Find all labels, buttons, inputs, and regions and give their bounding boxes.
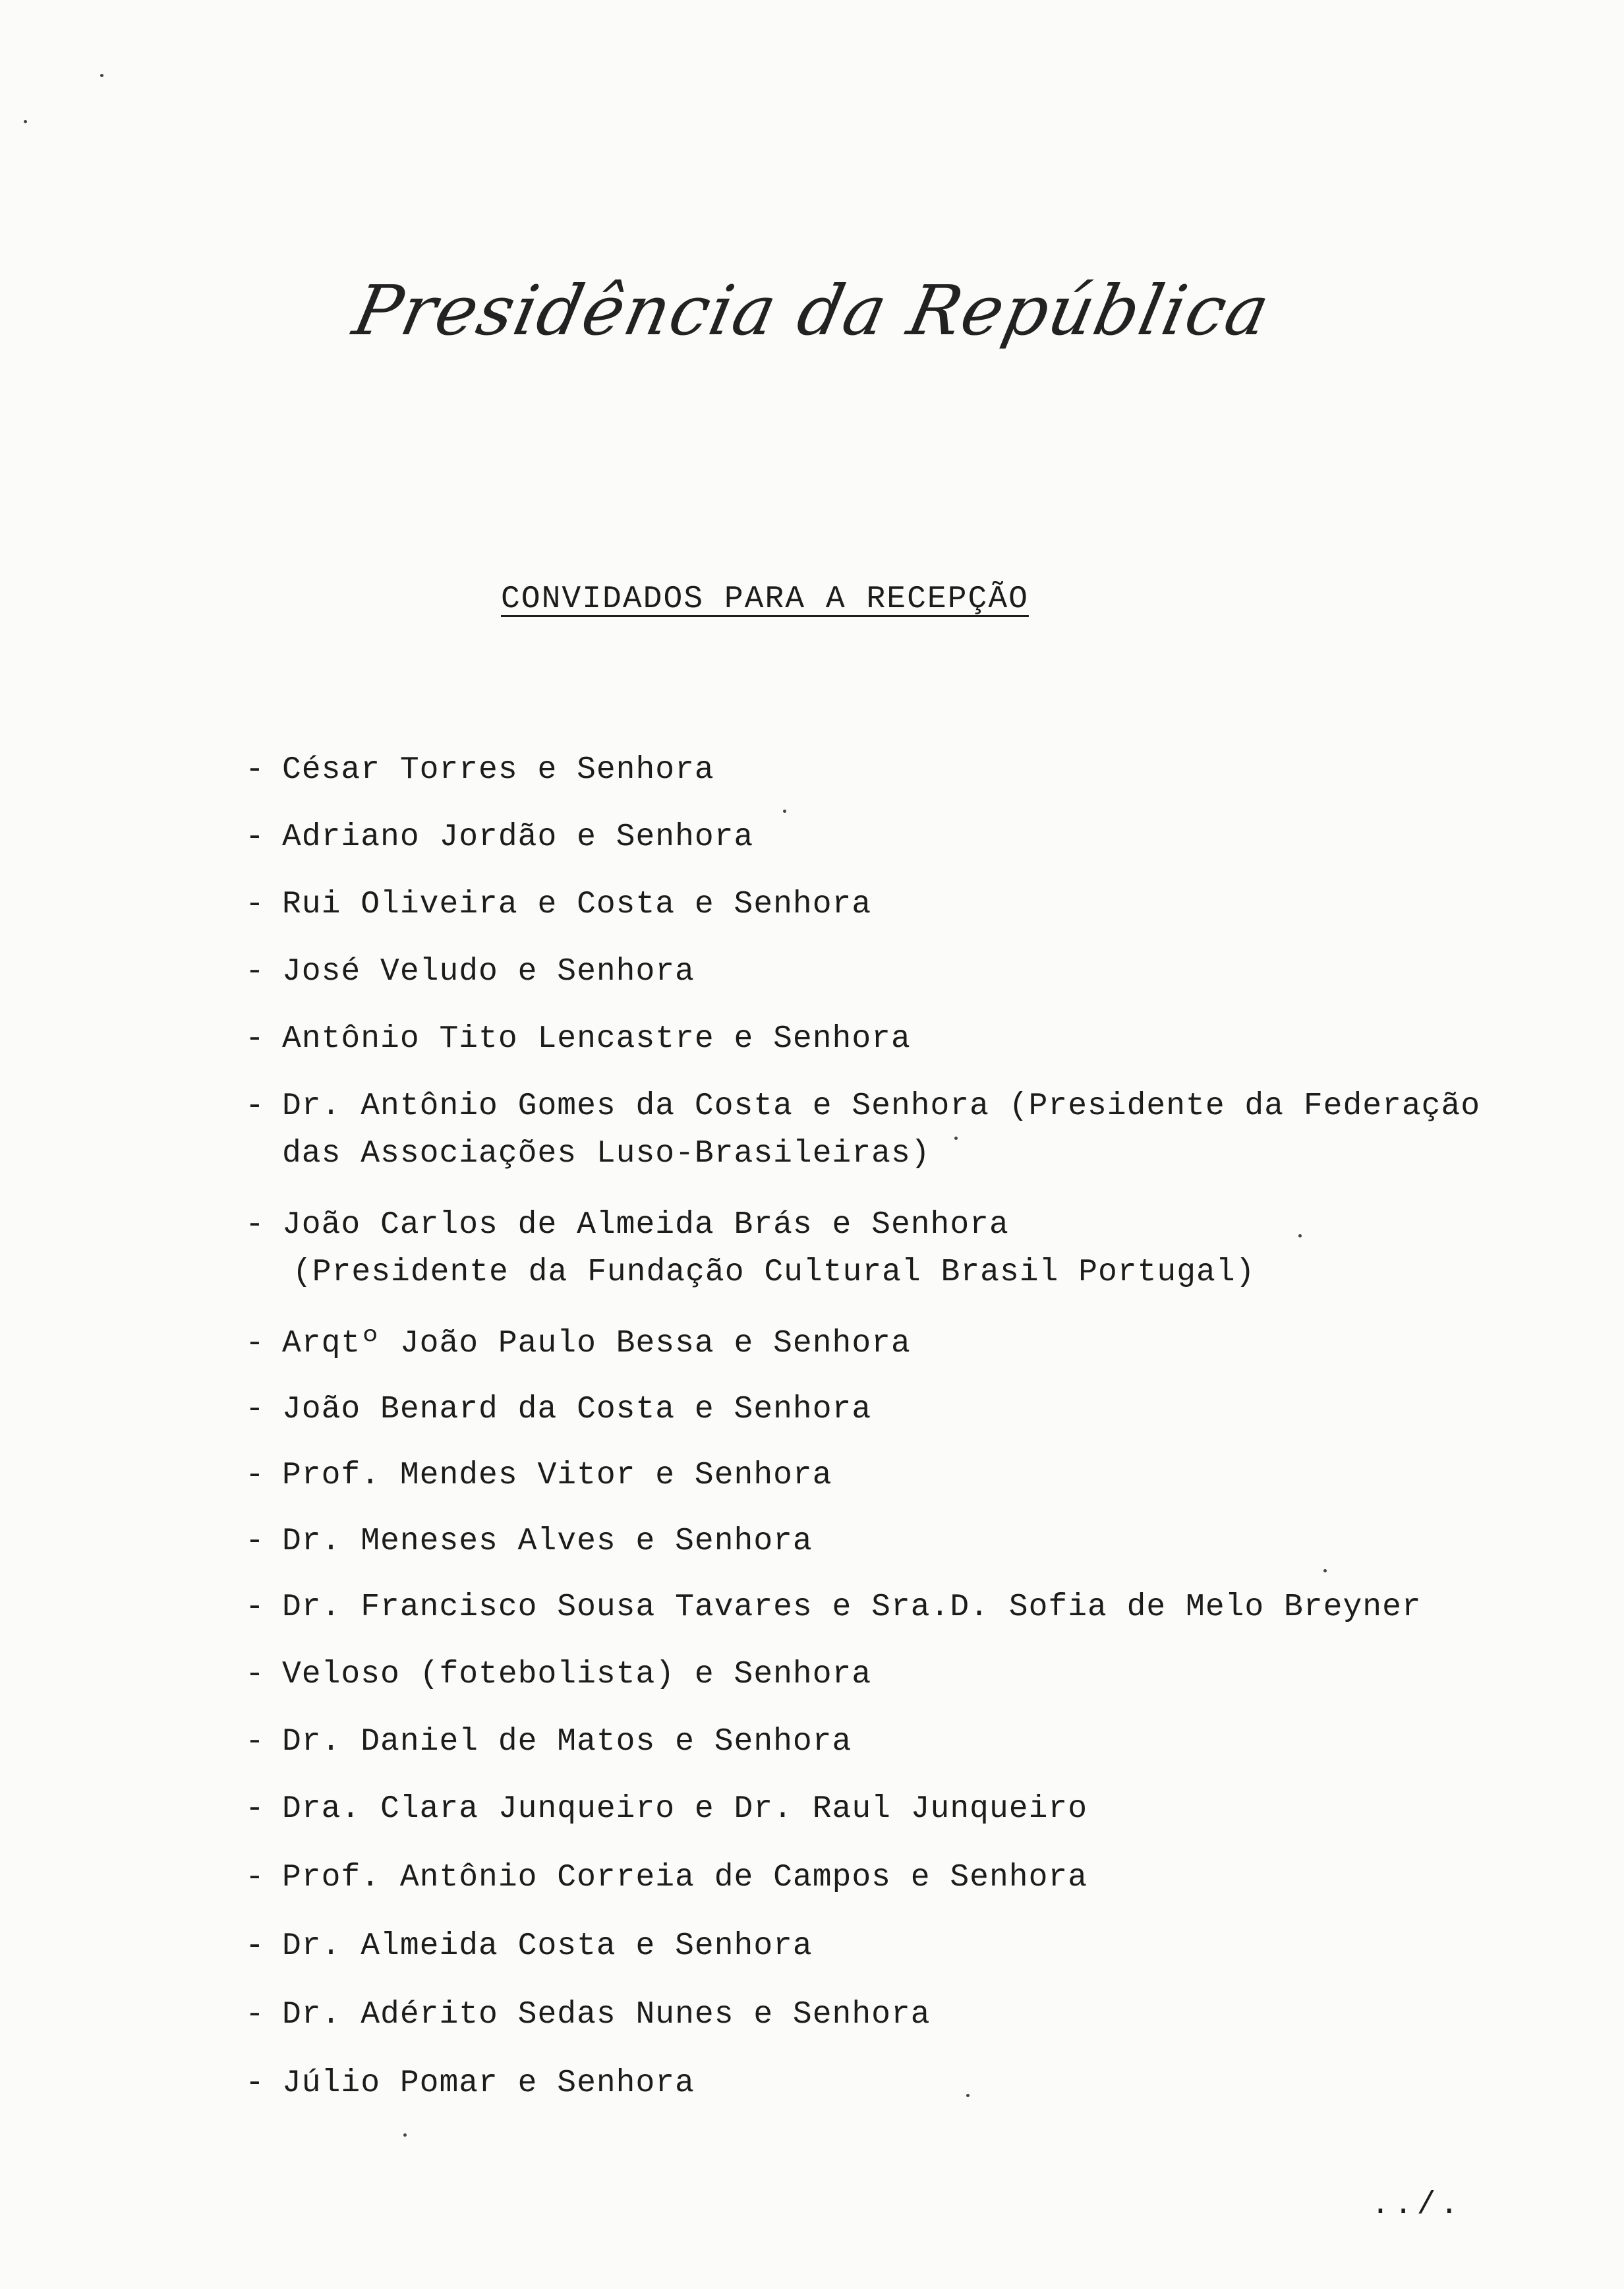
list-dash: - bbox=[245, 1724, 265, 1760]
list-dash: - bbox=[245, 1458, 265, 1493]
guest-note: das Associações Luso-Brasileiras) bbox=[282, 1136, 931, 1172]
continuation-mark: ../. bbox=[1371, 2187, 1463, 2223]
scan-speck bbox=[403, 2133, 407, 2137]
list-dash: - bbox=[245, 1088, 265, 1124]
guest-item bbox=[245, 1320, 911, 1367]
list-dash: - bbox=[245, 954, 265, 990]
guest-name: Júlio Pomar e Senhora bbox=[282, 2066, 695, 2101]
guest-name: César Torres e Senhora bbox=[282, 752, 714, 788]
scan-speck bbox=[100, 74, 103, 77]
letterhead: Presidência da República bbox=[347, 270, 1277, 351]
guest-item bbox=[245, 1083, 1480, 1177]
guest-name: Dr. Adérito Sedas Nunes e Senhora bbox=[282, 1997, 931, 2033]
list-dash: - bbox=[245, 1928, 265, 1964]
guest-name: Arqtº João Paulo Bessa e Senhora bbox=[282, 1326, 911, 1361]
list-dash: - bbox=[245, 1997, 265, 2033]
guest-name: Dr. Almeida Costa e Senhora bbox=[282, 1928, 813, 1964]
scan-speck bbox=[24, 120, 27, 123]
guest-item bbox=[245, 1386, 871, 1433]
list-dash: - bbox=[245, 2066, 265, 2101]
guest-item bbox=[245, 1785, 1088, 1833]
scan-speck bbox=[783, 810, 786, 813]
guest-item bbox=[245, 948, 695, 996]
guest-note: (Presidente da Fundação Cultural Brasil Portugal) bbox=[293, 1255, 1256, 1290]
guest-name: Prof. Mendes Vitor e Senhora bbox=[282, 1458, 832, 1493]
guest-name: Dr. Francisco Sousa Tavares e Sra.D. Sofia de Melo Breyner bbox=[282, 1590, 1422, 1625]
guest-name: Adriano Jordão e Senhora bbox=[282, 819, 754, 855]
guest-name: Dr. Meneses Alves e Senhora bbox=[282, 1524, 813, 1559]
guest-item bbox=[245, 881, 871, 928]
guest-item bbox=[245, 1518, 813, 1565]
guest-item bbox=[245, 1015, 911, 1063]
guest-item bbox=[245, 1452, 832, 1499]
guest-item bbox=[245, 1854, 1088, 1901]
guest-name: Rui Oliveira e Costa e Senhora bbox=[282, 887, 872, 922]
guest-item bbox=[245, 814, 753, 861]
list-dash: - bbox=[245, 887, 265, 922]
guest-name: Dr. Daniel de Matos e Senhora bbox=[282, 1724, 852, 1760]
scan-speck bbox=[954, 1137, 958, 1140]
guest-name: José Veludo e Senhora bbox=[282, 954, 695, 990]
guest-name: Veloso (fotebolista) e Senhora bbox=[282, 1657, 872, 1692]
document-title: CONVIDADOS PARA A RECEPÇÃO bbox=[501, 581, 1029, 617]
list-dash: - bbox=[245, 1860, 265, 1895]
guest-item bbox=[245, 1584, 1422, 1631]
guest-name: Dr. Antônio Gomes da Costa e Senhora (Presidente da Federação bbox=[282, 1088, 1481, 1124]
list-dash: - bbox=[245, 752, 265, 788]
guest-item bbox=[245, 1201, 1255, 1296]
guest-item bbox=[245, 1651, 871, 1698]
list-dash: - bbox=[245, 1326, 265, 1361]
guest-item bbox=[245, 1991, 931, 2038]
list-dash: - bbox=[245, 1590, 265, 1625]
list-dash: - bbox=[245, 1392, 265, 1427]
list-dash: - bbox=[245, 1791, 265, 1827]
list-dash: - bbox=[245, 1657, 265, 1692]
guest-name: Prof. Antônio Correia de Campos e Senhora bbox=[282, 1860, 1088, 1895]
list-dash: - bbox=[245, 1021, 265, 1057]
guest-item bbox=[245, 746, 714, 794]
list-dash: - bbox=[245, 819, 265, 855]
list-dash: - bbox=[245, 1524, 265, 1559]
scan-speck bbox=[966, 2094, 970, 2097]
guest-item bbox=[245, 1718, 852, 1766]
scan-speck bbox=[1323, 1569, 1327, 1572]
guest-name: Dra. Clara Junqueiro e Dr. Raul Junqueiro bbox=[282, 1791, 1088, 1827]
list-dash: - bbox=[245, 1207, 265, 1243]
guest-name: Antônio Tito Lencastre e Senhora bbox=[282, 1021, 911, 1057]
guest-name: João Benard da Costa e Senhora bbox=[282, 1392, 872, 1427]
scan-speck bbox=[1298, 1234, 1302, 1237]
guest-item bbox=[245, 2060, 695, 2107]
guest-name: João Carlos de Almeida Brás e Senhora bbox=[282, 1207, 1009, 1243]
guest-item bbox=[245, 1922, 813, 1970]
